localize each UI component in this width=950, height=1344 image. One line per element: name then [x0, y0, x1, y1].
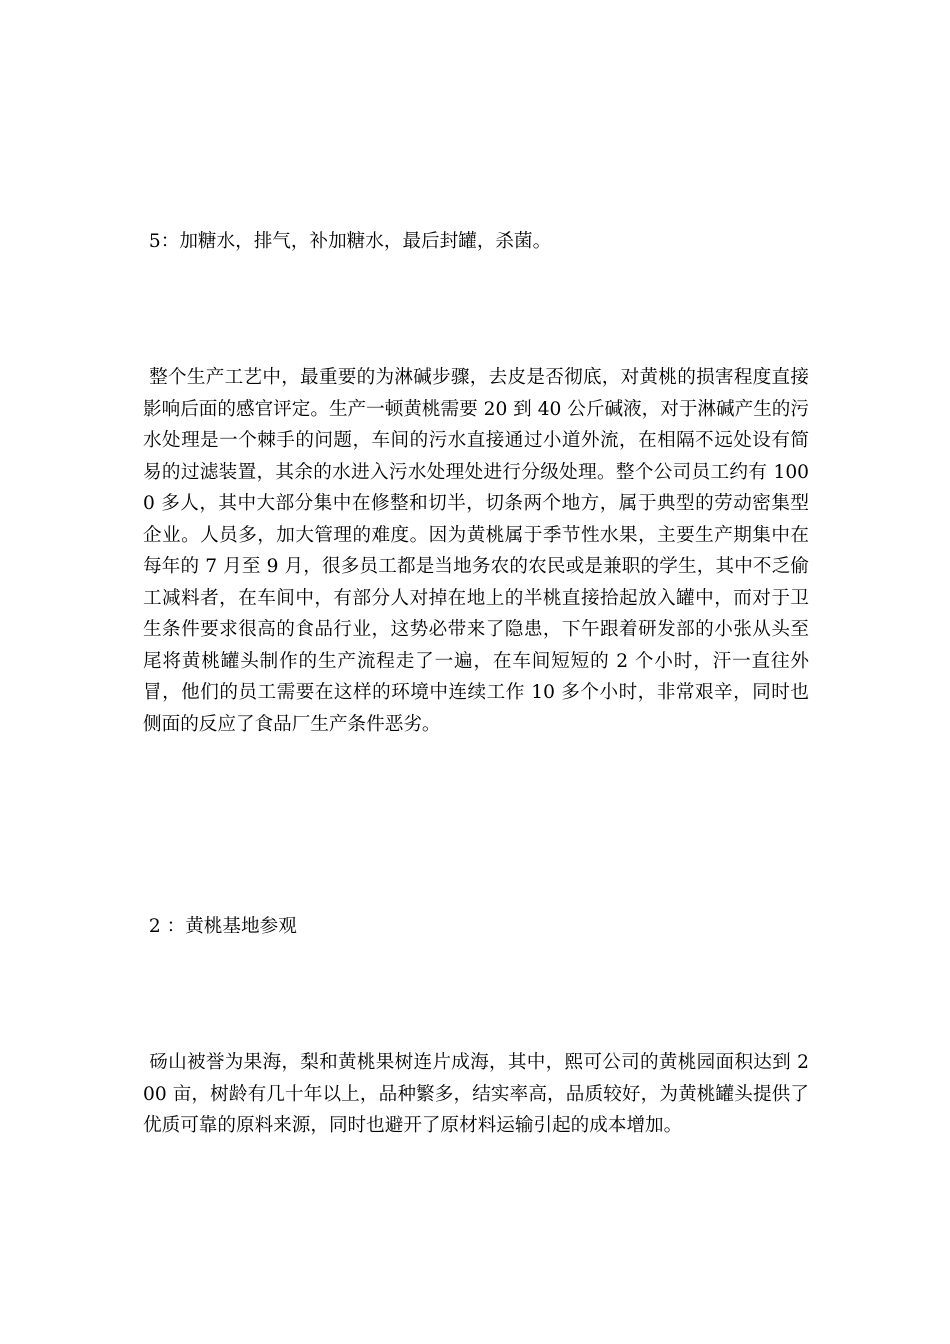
paragraph-orchard-description: 砀山被誉为果海，梨和黄桃果树连片成海，其中，熙可公司的黄桃园面积达到 200 亩，树龄有几十年以上，品种繁多，结实率高，品质较好，为黄桃罐头提供了优质可靠的原料来源，同时也避开了原材料运输引起的成本增加。	[143, 1052, 809, 1136]
paragraph-production-process: 整个生产工艺中，最重要的为淋碱步骤，去皮是否彻底，对黄桃的损害程度直接影响后面的感官评定。生产一顿黄桃需要 20 到 40 公斤碱液，对于淋碱产生的污水处理是一个棘手的问题，车间的污水直接通过小道外流，在相隔不远处设有简易的过滤装置，其余的水进入污水处理处进行分级处理。整个公司员工约有 1000 多人，其中大部分集中在修整和切半，切条两个地方，属于典型的劳动密集型企业。人员多，加大管理的难度。因为黄桃属于季节性水果，主要生产期集中在每年的 7 月至 9 月，很多员工都是当地务农的农民或是兼职的学生，其中不乏偷工减料者，在车间中，有部分人对掉在地上的半桃直接拾起放入罐中，而对于卫生条件要求很高的食品行业，这势必带来了隐患，下午跟着研发部的小张从头至尾将黄桃罐头制作的生产流程走了一遍，在车间短短的 2 个小时，汗一直往外冒，他们的员工需要在这样的环境中连续工作 10 多个小时，非常艰辛，同时也侧面的反应了食品厂生产条件恶劣。	[143, 367, 809, 735]
section-heading-base-visit: 2 ：黄桃基地参观	[143, 916, 297, 937]
paragraph-step-5: 5：加糖水，排气，补加糖水，最后封罐，杀菌。	[143, 231, 552, 252]
